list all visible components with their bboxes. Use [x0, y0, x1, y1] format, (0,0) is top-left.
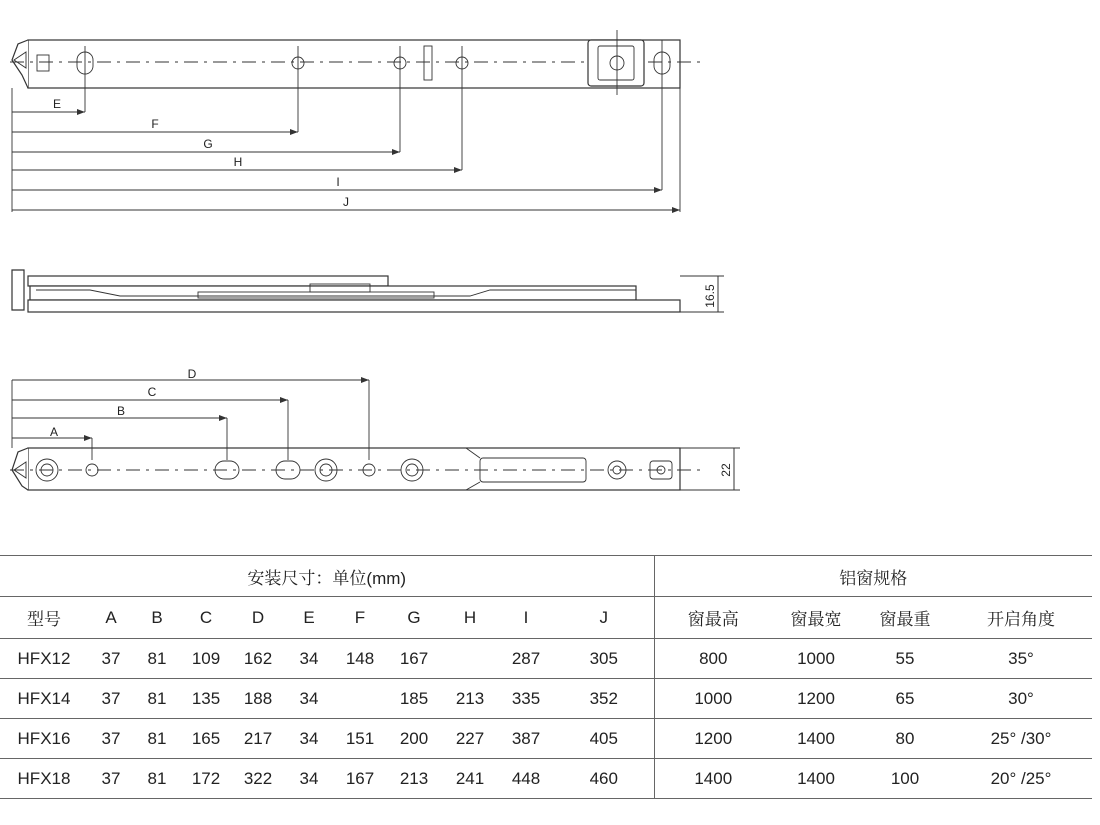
side-view [12, 270, 724, 312]
cell-j: 352 [554, 679, 654, 719]
cell-i: 448 [498, 759, 554, 799]
cell-angle: 30° [950, 679, 1092, 719]
cell-j: 460 [554, 759, 654, 799]
cell-angle: 20° /25° [950, 759, 1092, 799]
cell-f: 151 [334, 719, 386, 759]
cell-max-weight: 55 [860, 639, 950, 679]
cell-c: 172 [180, 759, 232, 799]
table-row [0, 639, 1092, 679]
col-h: H [442, 597, 498, 639]
col-g: G [386, 597, 442, 639]
dim-label-b: B [116, 404, 126, 418]
cell-h: 213 [442, 679, 498, 719]
cell-j: 405 [554, 719, 654, 759]
top-dimensions [12, 97, 680, 210]
install-size-header: 安装尺寸：单位(mm) [0, 556, 654, 597]
cell-max-weight: 80 [860, 719, 950, 759]
cell-j: 305 [554, 639, 654, 679]
cell-max-height: 1200 [654, 719, 772, 759]
cell-c: 135 [180, 679, 232, 719]
cell-g: 167 [386, 639, 442, 679]
col-max-width: 窗最宽 [772, 597, 860, 639]
cell-i: 387 [498, 719, 554, 759]
cell-b: 81 [134, 639, 180, 679]
cell-f: 148 [334, 639, 386, 679]
cell-e: 34 [284, 639, 334, 679]
cell-c: 109 [180, 639, 232, 679]
cell-i: 287 [498, 639, 554, 679]
window-spec-header: 铝窗规格 [654, 556, 1092, 597]
dim-label-f: F [151, 117, 159, 131]
col-max-height: 窗最高 [654, 597, 772, 639]
cell-b: 81 [134, 679, 180, 719]
cell-max-height: 1400 [654, 759, 772, 799]
dim-label-e: E [52, 97, 62, 111]
cell-e: 34 [284, 719, 334, 759]
cell-angle: 25° /30° [950, 719, 1092, 759]
cell-e: 34 [284, 679, 334, 719]
table-row [0, 679, 1092, 719]
cell-g: 185 [386, 679, 442, 719]
cell-model: HFX18 [0, 759, 88, 799]
cell-max-weight: 100 [860, 759, 950, 799]
cell-max-height: 1000 [654, 679, 772, 719]
col-a: A [88, 597, 134, 639]
cell-a: 37 [88, 679, 134, 719]
dim-label-j: J [343, 195, 349, 209]
dim-label-h: H [233, 155, 243, 169]
cell-f: 167 [334, 759, 386, 799]
col-b: B [134, 597, 180, 639]
cell-c: 165 [180, 719, 232, 759]
col-c: C [180, 597, 232, 639]
cell-h [442, 639, 498, 679]
bottom-height-label: 22 [719, 463, 733, 477]
top-view-bar [28, 40, 680, 88]
cell-max-width: 1000 [772, 639, 860, 679]
col-e: E [284, 597, 334, 639]
cell-max-width: 1200 [772, 679, 860, 719]
top-view [10, 30, 700, 212]
cell-max-height: 800 [654, 639, 772, 679]
bottom-view-bar [28, 448, 680, 490]
cell-g: 213 [386, 759, 442, 799]
cell-d: 162 [232, 639, 284, 679]
column-header-row [0, 597, 1092, 639]
side-height-label: 16.5 [703, 284, 717, 308]
cell-a: 37 [88, 759, 134, 799]
col-max-weight: 窗最重 [860, 597, 950, 639]
col-i: I [498, 597, 554, 639]
spec-table [0, 555, 1092, 799]
cell-d: 217 [232, 719, 284, 759]
bottom-view [10, 380, 740, 490]
cell-g: 200 [386, 719, 442, 759]
cell-f [334, 679, 386, 719]
cell-a: 37 [88, 639, 134, 679]
dim-label-d: D [187, 367, 197, 381]
dim-label-g: G [203, 137, 213, 151]
cell-d: 322 [232, 759, 284, 799]
cell-max-weight: 65 [860, 679, 950, 719]
cell-b: 81 [134, 759, 180, 799]
col-model: 型号 [0, 597, 88, 639]
col-d: D [232, 597, 284, 639]
cell-a: 37 [88, 719, 134, 759]
dim-label-i: I [336, 175, 340, 189]
cell-d: 188 [232, 679, 284, 719]
dim-label-c: C [147, 385, 157, 399]
cell-model: HFX16 [0, 719, 88, 759]
dim-label-a: A [49, 425, 59, 439]
cell-b: 81 [134, 719, 180, 759]
col-j: J [554, 597, 654, 639]
cell-max-width: 1400 [772, 719, 860, 759]
cell-h: 241 [442, 759, 498, 799]
table-row [0, 719, 1092, 759]
cell-e: 34 [284, 759, 334, 799]
cell-angle: 35° [950, 639, 1092, 679]
cell-model: HFX12 [0, 639, 88, 679]
cell-model: HFX14 [0, 679, 88, 719]
col-angle: 开启角度 [950, 597, 1092, 639]
table-row [0, 759, 1092, 799]
cell-i: 335 [498, 679, 554, 719]
pivot-plate [588, 40, 644, 86]
cell-max-width: 1400 [772, 759, 860, 799]
col-f: F [334, 597, 386, 639]
cell-h: 227 [442, 719, 498, 759]
